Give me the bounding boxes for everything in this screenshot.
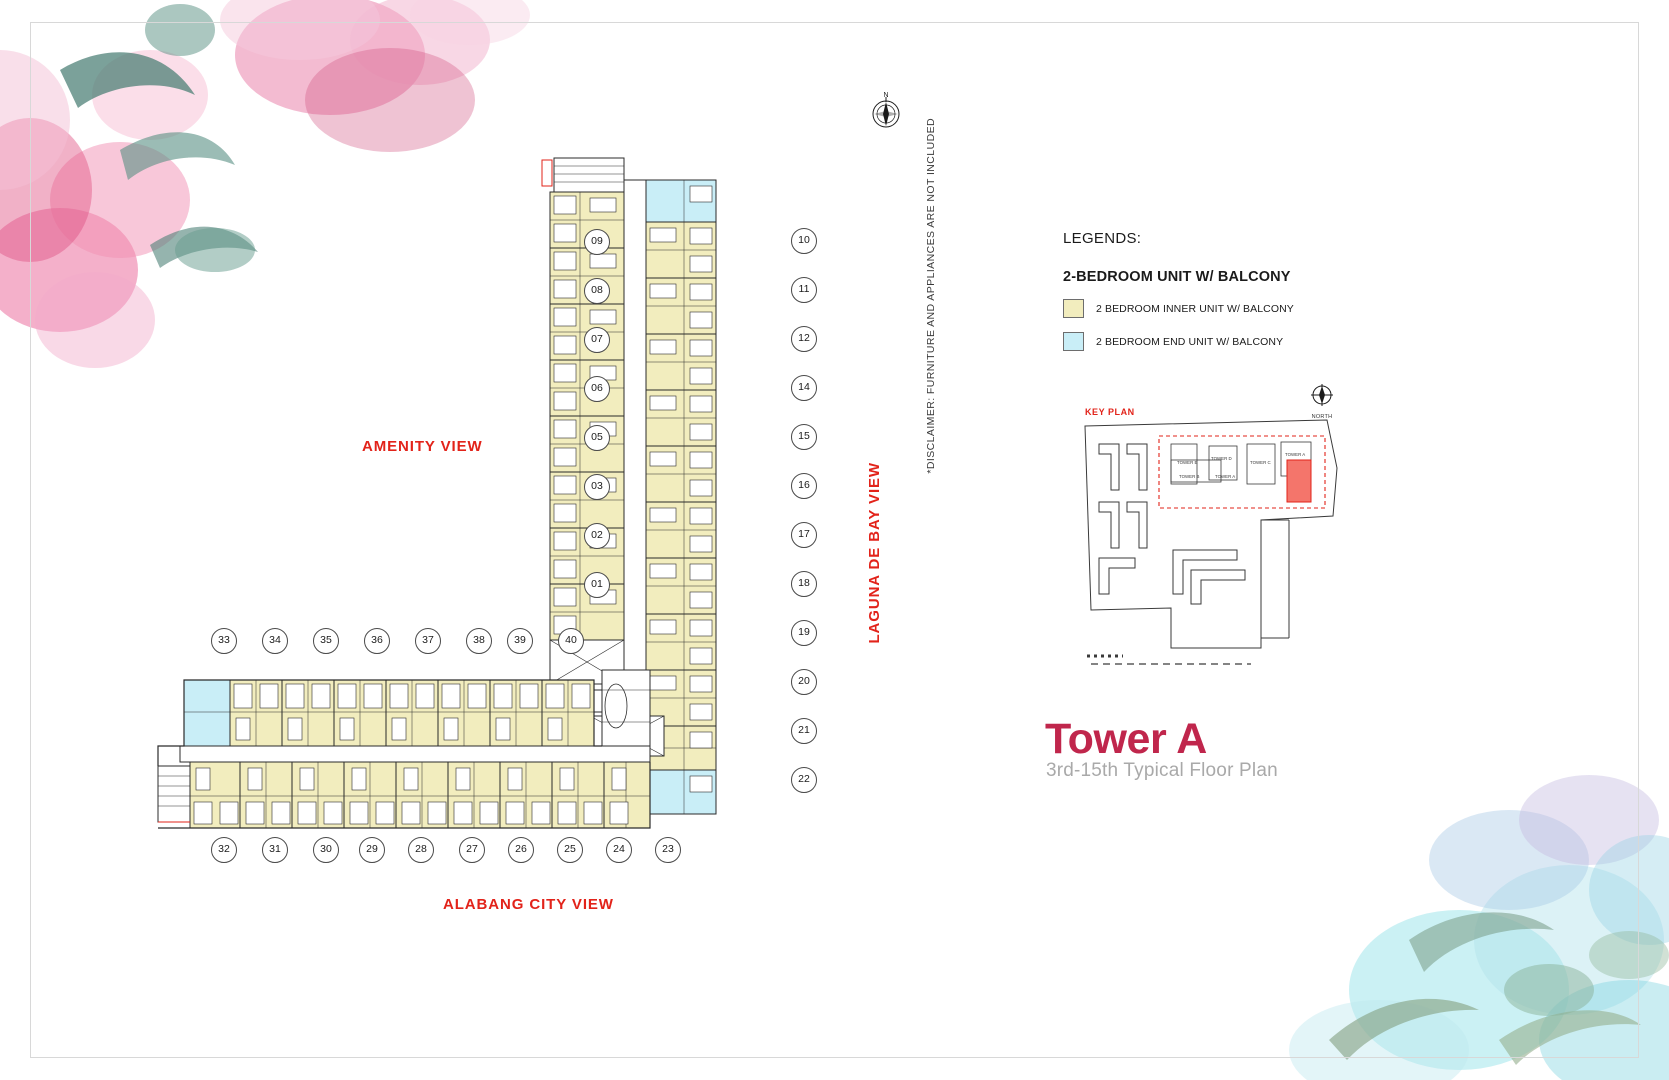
unit-number-11: 11 [791,277,817,303]
unit-number-02: 02 [584,523,610,549]
unit-number-10: 10 [791,228,817,254]
unit-number-25: 25 [557,837,583,863]
unit-number-07: 07 [584,327,610,353]
unit-number-32: 32 [211,837,237,863]
unit-number-22: 22 [791,767,817,793]
unit-number-29: 29 [359,837,385,863]
unit-number-36: 36 [364,628,390,654]
unit-number-33: 33 [211,628,237,654]
unit-number-15: 15 [791,424,817,450]
key-plan-north-label: NORTH [1311,414,1333,420]
compass-north-label: N [883,92,889,99]
label-amenity-view: AMENITY VIEW [362,438,483,455]
compass-rose [862,88,910,136]
unit-number-31: 31 [262,837,288,863]
unit-number-28: 28 [408,837,434,863]
south-wing [158,670,650,828]
unit-number-19: 19 [791,620,817,646]
unit-number-27: 27 [459,837,485,863]
legend-panel [1063,230,1363,351]
unit-number-37: 37 [415,628,441,654]
key-plan-tower-label-b: TOWER B [1179,474,1200,479]
unit-number-06: 06 [584,376,610,402]
legend-subheading: 2-BEDROOM UNIT W/ BALCONY [1063,269,1291,285]
unit-number-38: 38 [466,628,492,654]
unit-number-01: 01 [584,572,610,598]
unit-number-08: 08 [584,278,610,304]
unit-number-17: 17 [791,522,817,548]
key-plan-tower-label-e: TOWER E [1177,460,1198,465]
unit-number-35: 35 [313,628,339,654]
unit-number-16: 16 [791,473,817,499]
north-wing-left-units [550,192,624,640]
key-plan-svg [1075,398,1345,688]
legend-heading: LEGENDS: [1063,230,1142,247]
floor-plan-drawing [150,150,880,890]
key-plan-label: KEY PLAN [1085,407,1135,417]
page-subtitle: 3rd-15th Typical Floor Plan [1046,760,1278,781]
legend-item-inner-unit [1063,299,1363,318]
key-plan-tower-label-c: TOWER C [1250,460,1271,465]
disclaimer-text: *DISCLAIMER: FURNITURE AND APPLIANCES ARE NOT INCLUDED [925,118,937,474]
unit-number-03: 03 [584,474,610,500]
legend-swatch-end-unit [1063,332,1084,351]
south-wing-top-units [184,680,594,746]
unit-number-39: 39 [507,628,533,654]
unit-number-26: 26 [508,837,534,863]
unit-number-05: 05 [584,425,610,451]
unit-number-18: 18 [791,571,817,597]
legend-item-end-unit [1063,332,1363,351]
unit-number-30: 30 [313,837,339,863]
unit-number-14: 14 [791,375,817,401]
label-laguna-de-bay-view: LAGUNA DE BAY VIEW [866,462,883,644]
legend-swatch-inner-unit [1063,299,1084,318]
unit-number-40: 40 [558,628,584,654]
floor-plan-svg [150,150,880,890]
key-plan-tower-label-a2: TOWER A [1215,474,1236,479]
page-title: Tower A [1045,715,1207,763]
legend-label-inner-unit: 2 BEDROOM INNER UNIT W/ BALCONY [1096,302,1294,315]
unit-number-34: 34 [262,628,288,654]
legend-label-end-unit: 2 BEDROOM END UNIT W/ BALCONY [1096,335,1284,348]
key-plan-tower-label-a: TOWER A [1285,452,1306,457]
unit-number-09: 09 [584,229,610,255]
unit-number-12: 12 [791,326,817,352]
unit-number-20: 20 [791,669,817,695]
unit-number-21: 21 [791,718,817,744]
key-plan-drawing [1075,398,1345,688]
unit-number-24: 24 [606,837,632,863]
unit-number-23: 23 [655,837,681,863]
key-plan-tower-label-d: TOWER D [1211,456,1232,461]
label-alabang-city-view: ALABANG CITY VIEW [443,896,614,913]
